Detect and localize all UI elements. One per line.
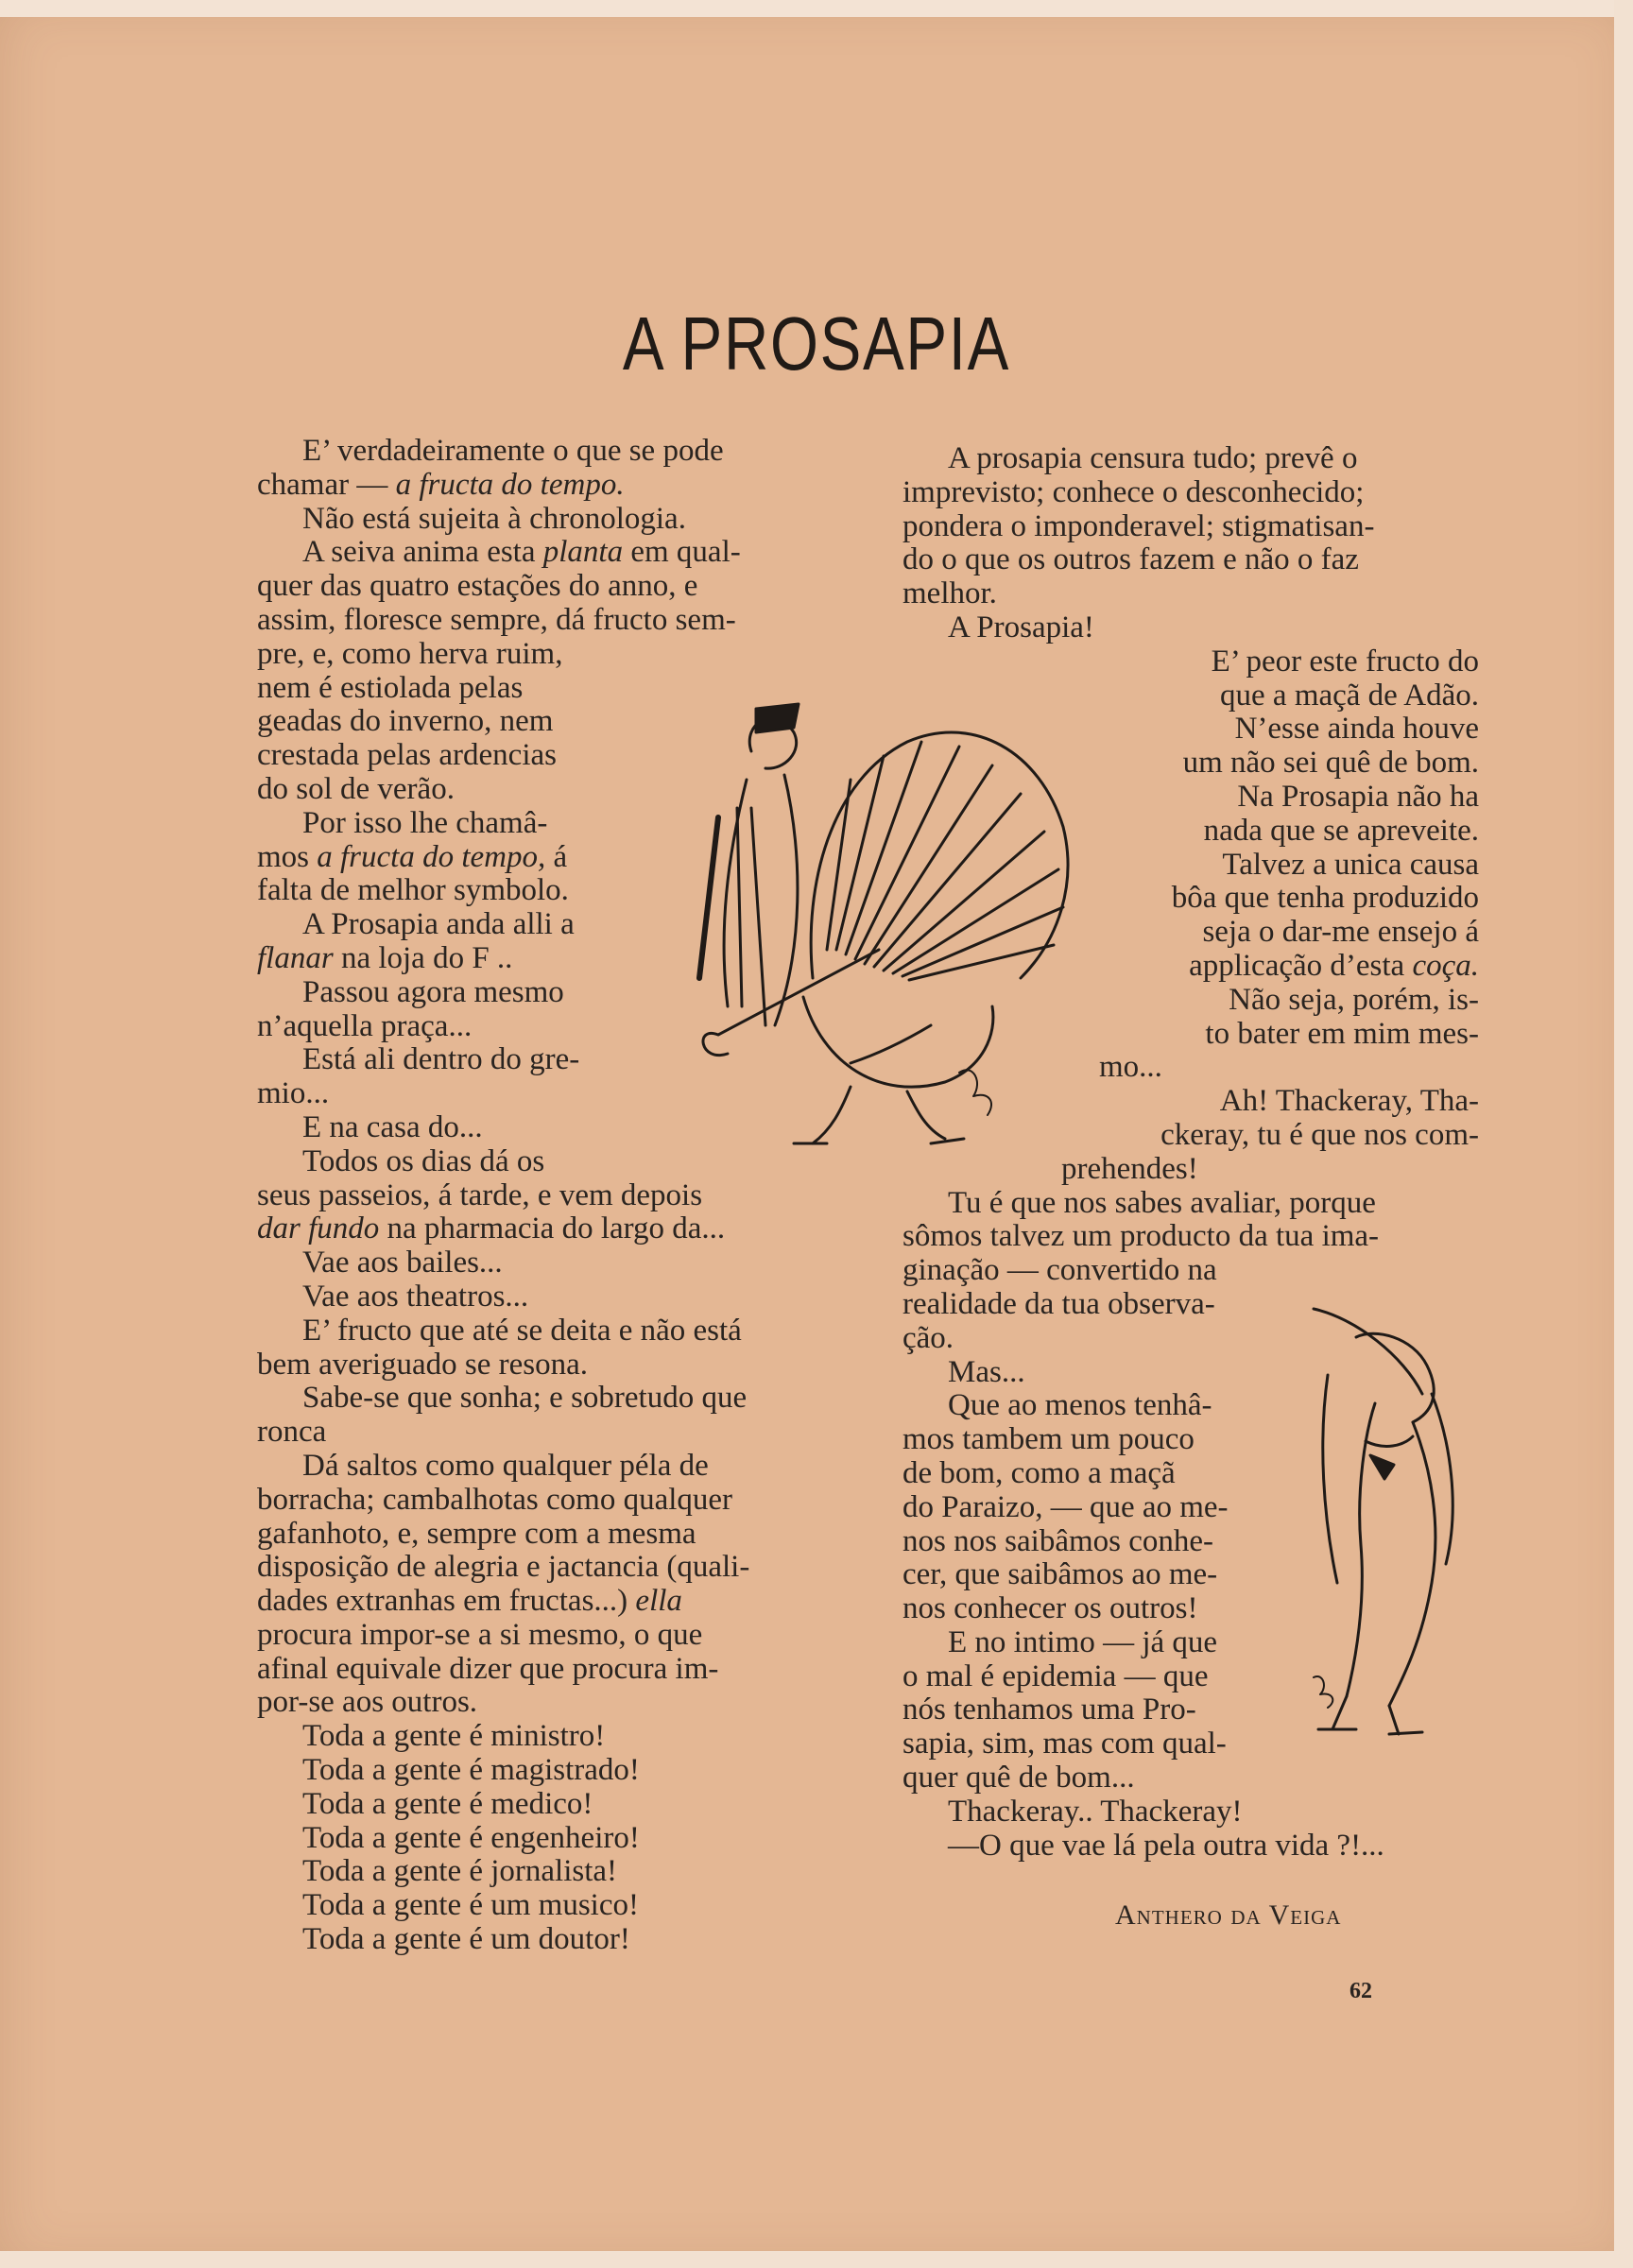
text-line: Talvez a unica causa [1222, 847, 1479, 882]
text-line: Sabe-se que sonha; e sobretudo que [302, 1381, 748, 1416]
text-line: Toda a gente é jornalista! [302, 1854, 618, 1889]
text-line: chamar — a fructa do tempo. [257, 467, 625, 502]
text-line: A Prosapia anda alli a [302, 907, 575, 942]
text-line: N’esse ainda houve [1234, 712, 1479, 747]
text-line: ronca [257, 1415, 327, 1450]
text-line: E’ verdadeiramente o que se pode [302, 434, 724, 468]
text-line: ginação — convertido na [902, 1253, 1217, 1288]
text-line: sapia, sim, mas com qual- [902, 1727, 1227, 1761]
author-signature: Anthero da Veiga [1115, 1899, 1342, 1931]
text-line: crestada pelas ardencias [257, 738, 557, 773]
text-line: do o que os outros fazem e não o faz [902, 542, 1359, 577]
text-line: borracha; cambalhotas como qualquer [257, 1482, 733, 1517]
text-line: to bater em mim mes- [1205, 1016, 1479, 1051]
text-line: flanar na loja do F .. [257, 940, 513, 975]
scan-margin-right [1614, 0, 1633, 2268]
text-line: gafanhoto, e, sempre com a mesma [257, 1516, 696, 1551]
text-line: A Prosapia! [948, 610, 1094, 644]
text-line: prehendes! [1061, 1151, 1198, 1186]
text-line: Está ali dentro do gre- [302, 1042, 580, 1077]
text-line: Tu é que nos sabes avaliar, porque [948, 1185, 1376, 1220]
text-line: por-se aos outros. [257, 1685, 478, 1720]
text-line: que a maçã de Adão. [1220, 678, 1479, 713]
text-line: quer quê de bom... [902, 1761, 1135, 1796]
text-line: de bom, como a maçã [902, 1455, 1176, 1490]
text-line: Mas... [948, 1354, 1025, 1389]
text-line: cer, que saibâmos ao me- [902, 1557, 1218, 1592]
text-line: Todos os dias dá os [302, 1143, 545, 1178]
text-line: Toda a gente é medico! [302, 1786, 593, 1821]
text-line: dades extranhas em fructas...) ella [257, 1584, 682, 1619]
text-line: seus passeios, á tarde, e vem depois [257, 1177, 703, 1212]
text-line: Toda a gente é engenheiro! [302, 1820, 640, 1855]
text-line: sômos talvez um producto da tua ima- [902, 1219, 1380, 1254]
page-number: 62 [1349, 1979, 1372, 2003]
text-line: mos tambem um pouco [902, 1422, 1195, 1457]
text-line: mos a fructa do tempo, á [257, 839, 568, 874]
text-line: applicação d’esta coça. [1189, 948, 1479, 983]
text-line: afinal equivale dizer que procura im- [257, 1651, 719, 1686]
text-line: assim, floresce sempre, dá fructo sem- [257, 602, 736, 637]
text-line: n’aquella praça... [257, 1008, 473, 1043]
text-line: disposição de alegria e jactancia (quali- [257, 1550, 750, 1585]
text-line: E’ fructo que até se deita e não está [302, 1313, 742, 1348]
text-line: E no intimo — já que [948, 1624, 1218, 1659]
text-line: imprevisto; conhece o desconhecido; [902, 474, 1365, 509]
text-line: Passou agora mesmo [302, 974, 564, 1009]
text-line: ção. [902, 1320, 954, 1355]
left-column [257, 435, 837, 1957]
text-line: um não sei quê de bom. [1182, 746, 1479, 781]
text-line: Vae aos bailes... [302, 1246, 503, 1280]
text-line: Vae aos theatros... [302, 1279, 529, 1314]
scan-margin-top [0, 0, 1633, 17]
text-line: mio... [257, 1076, 330, 1111]
text-line: Por isso lhe chamâ- [302, 805, 548, 840]
text-line: mo... [1099, 1050, 1162, 1085]
text-line: procura impor-se a si mesmo, o que [257, 1617, 703, 1652]
text-line: bôa que tenha produzido [1171, 881, 1479, 916]
text-line: Toda a gente é ministro! [302, 1719, 606, 1754]
text-line: geadas do inverno, nem [257, 704, 554, 739]
turkey-illustration [662, 666, 1087, 1158]
text-line: A seiva anima esta planta em qual- [302, 535, 741, 570]
scan-margin-bottom [0, 2251, 1633, 2268]
text-line: nada que se apreveite. [1203, 813, 1479, 848]
text-line: Não seja, porém, is- [1229, 982, 1479, 1017]
text-line: do Paraizo, — que ao me- [902, 1489, 1229, 1524]
caricature-illustration [1299, 1299, 1470, 1744]
text-line: E na casa do... [302, 1109, 483, 1144]
text-line: pondera o imponderavel; stigmatisan- [902, 508, 1375, 543]
text-line: nos conhecer os outros! [902, 1591, 1198, 1626]
text-line: do sol de verão. [257, 771, 455, 806]
text-line: ckeray, tu é que nos com- [1160, 1117, 1479, 1152]
text-line: melhor. [902, 576, 997, 611]
text-line: bem averiguado se resona. [257, 1347, 589, 1382]
text-line: A prosapia censura tudo; prevê o [948, 441, 1358, 475]
text-line: Dá saltos como qualquer péla de [302, 1448, 709, 1483]
text-line: nem é estiolada pelas [257, 670, 524, 705]
text-line: Thackeray.. Thackeray! [948, 1794, 1243, 1829]
text-line: o mal é epidemia — que [902, 1658, 1209, 1693]
text-line: Não está sujeita à chronologia. [302, 501, 686, 536]
text-line: nós tenhamos uma Pro- [902, 1692, 1196, 1727]
text-line: pre, e, como herva ruim, [257, 636, 563, 671]
text-line: Que ao menos tenhâ- [948, 1388, 1212, 1423]
text-line: realidade da tua observa- [902, 1286, 1215, 1321]
text-line: seja o dar-me ensejo á [1202, 915, 1479, 950]
text-line: E’ peor este fructo do [1211, 644, 1479, 679]
article-title: A PROSAPIA [622, 301, 1011, 386]
text-line: quer das quatro estações do anno, e [257, 569, 698, 604]
text-line: Toda a gente é um doutor! [302, 1922, 630, 1957]
text-line: Toda a gente é magistrado! [302, 1753, 640, 1788]
text-line: —O que vae lá pela outra vida ?!... [948, 1828, 1384, 1863]
text-line: dar fundo na pharmacia do largo da... [257, 1211, 726, 1246]
text-line: Ah! Thackeray, Tha- [1219, 1084, 1479, 1119]
text-line: Toda a gente é um musico! [302, 1888, 639, 1923]
text-line: nos nos saibâmos conhe- [902, 1523, 1214, 1558]
text-line: falta de melhor symbolo. [257, 873, 569, 908]
text-line: Na Prosapia não ha [1237, 779, 1479, 814]
